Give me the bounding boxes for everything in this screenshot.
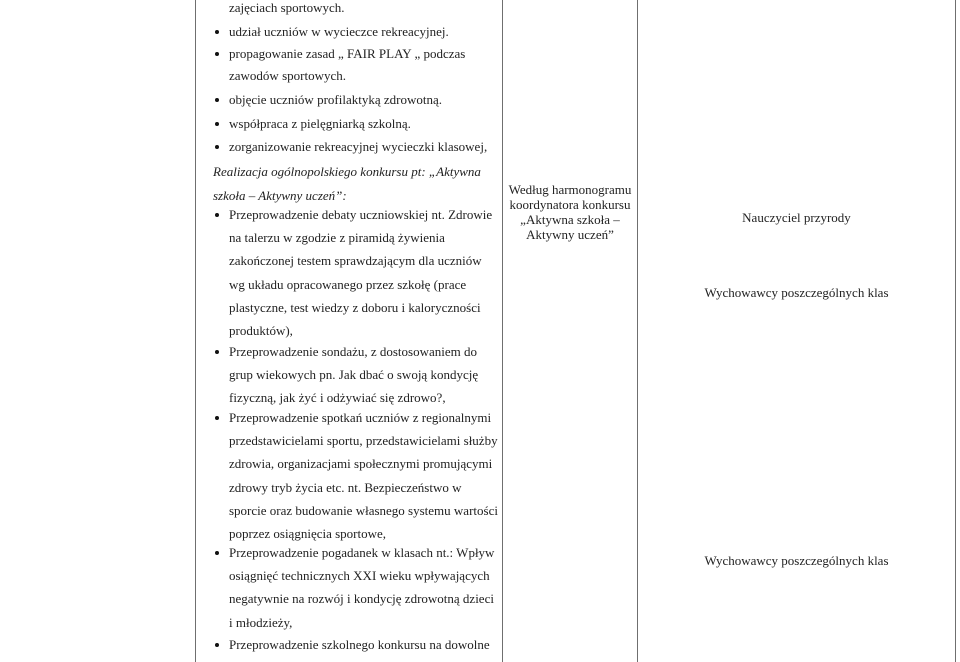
bullet-icon [215,213,219,217]
responsible-person: Nauczyciel przyrody [742,210,851,225]
bullet-icon [215,122,219,126]
list-item-line: Przeprowadzenie sondażu, z dostosowaniem do [229,344,478,359]
list-item-line: Przeprowadzenie pogadanek w klasach nt.: Wpływ [229,545,495,560]
list-item-line: i młodzieży, [229,614,293,630]
list-item-line: produktów), [229,323,293,339]
list-item-line: zawodów sportowych. [229,67,346,83]
term-line: „Aktywna szkoła – [520,212,620,227]
list-item-line: zorganizowanie rekreacyjnej wycieczki klasowej, [229,139,488,154]
term-cell [503,182,637,242]
responsible-person: Wychowawcy poszczególnych klas [704,285,889,300]
responsible-person: Wychowawcy poszczególnych klas [704,553,889,568]
bullet-icon [215,145,219,149]
list-item-line: plastyczne, test wiedzy z doboru i kaloryczności [229,299,481,315]
list-item-line: propagowanie zasad „ FAIR PLAY „ podczas [229,46,466,61]
list-item-line: sporcie oraz budowanie własnego systemu wartości [229,502,498,518]
list-item [229,89,442,111]
contest-heading [213,160,481,208]
list-item [229,541,494,634]
bullet-icon [215,30,219,34]
bullet-icon [215,643,219,647]
term-line: Aktywny uczeń” [526,227,614,242]
list-item [229,340,478,410]
bullet-icon [215,416,219,420]
list-item-line: zdrowy tryb życia etc. nt. Bezpieczeństwo w [229,479,462,495]
list-item-line: współpraca z pielęgniarką szkolną. [229,116,411,131]
term-line: koordynatora konkursu [509,197,631,212]
list-item-line: zakończonej testem sprawdzającym dla uczniów [229,253,482,269]
bullet-icon [215,551,219,555]
list-item-line: objęcie uczniów profilaktyką zdrowotną. [229,92,442,107]
list-item [229,113,411,135]
list-item-line: przedstawicielami sportu, przedstawicielami służby [229,433,498,449]
contest-heading-line: Realizacja ogólnopolskiego konkursu pt: „Aktywna [213,164,481,179]
responsible-cell [638,553,955,568]
list-item-line: Przeprowadzenie szkolnego konkursu na dowolne [229,637,490,652]
list-item-line: zdrowia, organizacjami społecznymi promującymi [229,456,493,472]
list-item-line: poprzez osiągnięcia sportowe, [229,526,387,542]
list-item [229,406,498,545]
list-item-line: udział uczniów w wycieczce rekreacyjnej. [229,24,449,39]
list-item [229,21,449,43]
list-item-line: Przeprowadzenie debaty uczniowskiej nt. Zdrowie [229,207,493,222]
table-border-right [955,0,956,662]
list-item-line: osiągnięć technicznych XXI wieku wpływających [229,568,490,584]
table-border-left [195,0,196,662]
contest-heading-line: szkoła – Aktywny uczeń”: [213,188,347,203]
list-item-line: fizyczną, jak żyć i odżywiać się zdrowo?, [229,390,446,406]
table-border-col2 [502,0,503,662]
list-item [229,633,490,656]
term-line: Według harmonogramu [508,182,632,197]
list-item-line: Przeprowadzenie spotkań uczniów z regionalnymi [229,410,492,425]
bullet-icon [215,98,219,102]
list-item [229,0,345,19]
list-item-line: na talerzu w zgodzie z piramidą żywienia [229,230,445,246]
list-item-line: negatywnie na rozwój i kondycję zdrowotną dzieci [229,591,494,607]
list-item-line: wg układu opracowanego przez szkołę (prace [229,276,467,292]
list-item-line: grup wiekowych pn. Jak dbać o swoją kondycję [229,367,479,383]
list-item-line: zajęciach sportowych. [229,0,345,15]
list-item [229,136,487,158]
responsible-cell [638,210,955,225]
list-item [229,43,465,86]
bullet-icon [215,350,219,354]
bullet-icon [215,52,219,56]
responsible-cell [638,285,955,300]
list-item [229,203,492,342]
